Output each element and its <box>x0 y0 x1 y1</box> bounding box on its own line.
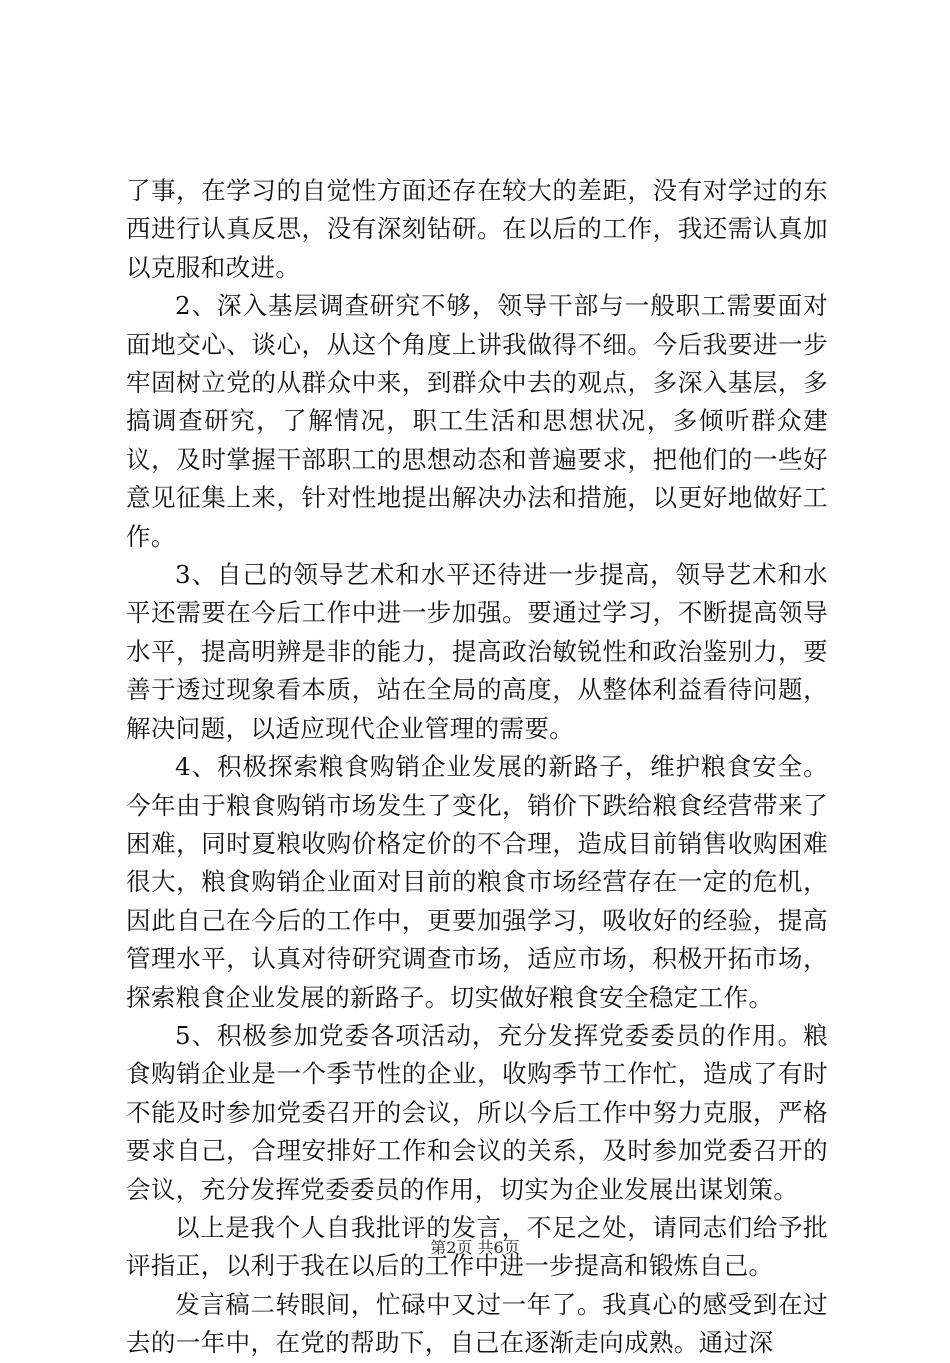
paragraph-closing: 以上是我个人自我批评的发言，不足之处，请同志们给予批评指正，以利于我在以后的工作中进一步提高和锻炼自己。 <box>126 1212 828 1281</box>
paragraph-item-3: 3、自己的领导艺术和水平还待进一步提高，领导艺术和水平还需要在今后工作中进一步加强。要通过学习，不断提高领导水平，提高明辨是非的能力，提高政治敏锐性和政治鉴别力，要善于透过现象看本质，站在全局的高度，从整体利益看待问题，解决问题，以适应现代企业管理的需要。 <box>126 560 828 743</box>
paragraph-continuation: 了事，在学习的自觉性方面还存在较大的差距，没有对学过的东西进行认真反思，没有深刻钻研。在以后的工作，我还需认真加以克服和改进。 <box>126 176 828 282</box>
paragraph-speech-two: 发言稿二转眼间，忙碌中又过一年了。我真心的感受到在过去的一年中，在党的帮助下，自己在逐渐走向成熟。通过深 <box>126 1289 828 1358</box>
paragraph-item-5: 5、积极参加党委各项活动，充分发挥党委委员的作用。粮食购销企业是一个季节性的企业，收购季节工作忙，造成了有时不能及时参加党委召开的会议，所以今后工作中努力克服，严格要求自己，合理安排好工作和会议的关系，及时参加党委召开的会议，充分发挥党委委员的作用，切实为企业发展出谋划策。 <box>126 1020 828 1204</box>
paragraph-item-4: 4、积极探索粮食购销企业发展的新路子，维护粮食安全。今年由于粮食购销市场发生了变化，销价下跌给粮食经营带来了困难，同时夏粮收购价格定价的不合理，造成目前销售收购困难很大，粮食购销企业面对目前的粮食市场经营存在一定的危机，因此自己在今后的工作中，更要加强学习，吸收好的经验，提高管理水平，认真对待研究调查市场，适应市场，积极开拓市场，探索粮食企业发展的新路子。切实做好粮食安全稳定工作。 <box>126 752 828 1012</box>
document-body <box>126 172 828 1363</box>
paragraph-item-2: 2、深入基层调查研究不够，领导干部与一般职工需要面对面地交心、谈心，从这个角度上讲我做得不细。今后我要进一步牢固树立党的从群众中来，到群众中去的观点，多深入基层，多搞调查研究，了解情况，职工生活和思想状况，多倾听群众建议，及时掌握干部职工的思想动态和普遍要求，把他们的一些好意见征集上来，针对性地提出解决办法和措施，以更好地做好工作。 <box>126 291 828 551</box>
page-footer: 第2页 共6页 <box>430 1238 520 1257</box>
